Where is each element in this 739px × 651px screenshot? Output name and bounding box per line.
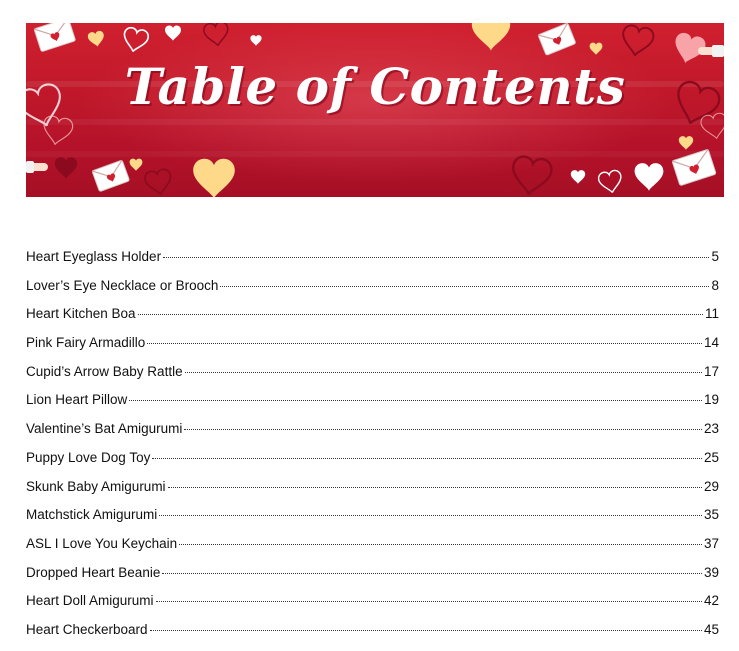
toc-entry[interactable]	[26, 278, 719, 307]
toc-entry-page-number[interactable]: 19	[703, 392, 719, 408]
toc-entry-page-number[interactable]: 14	[703, 335, 719, 351]
toc-dot-leader	[220, 286, 709, 287]
heart-icon	[203, 23, 230, 48]
toc-dot-leader	[184, 429, 702, 430]
toc-dot-leader	[179, 544, 702, 545]
envelope-icon	[672, 149, 716, 185]
toc-entry[interactable]	[26, 249, 719, 278]
heart-icon	[144, 168, 174, 197]
heart-icon	[700, 112, 724, 141]
toc-entry-page-number[interactable]: 11	[704, 306, 719, 322]
heart-icon	[679, 136, 693, 150]
toc-dot-leader	[168, 487, 702, 488]
toc-entry-page-number[interactable]: 45	[703, 621, 719, 637]
toc-dot-leader	[138, 314, 703, 315]
toc-entry-title[interactable]: Lion Heart Pillow	[26, 392, 128, 408]
table-of-contents	[26, 249, 719, 651]
toc-dot-leader	[152, 458, 702, 459]
toc-dot-leader	[147, 343, 702, 344]
toc-entry[interactable]	[26, 536, 719, 565]
toc-entry-title[interactable]: Puppy Love Dog Toy	[26, 449, 151, 465]
toc-entry-title[interactable]: Skunk Baby Amigurumi	[26, 478, 166, 494]
heart-icon	[571, 170, 585, 184]
heart-icon	[510, 155, 553, 197]
toc-entry-title[interactable]: Cupid’s Arrow Baby Rattle	[26, 363, 183, 379]
envelope-icon	[34, 23, 76, 52]
envelope-icon	[92, 160, 130, 192]
heart-icon	[193, 159, 235, 197]
heart-icon	[87, 30, 105, 48]
toc-entry-page-number[interactable]: 25	[703, 449, 719, 465]
toc-entry-page-number[interactable]: 17	[703, 363, 719, 379]
toc-entry-page-number[interactable]: 35	[703, 507, 719, 523]
heart-icon	[165, 26, 181, 41]
toc-entry[interactable]	[26, 479, 719, 508]
toc-entry[interactable]	[26, 622, 719, 651]
toc-entry-title[interactable]: Dropped Heart Beanie	[26, 564, 161, 580]
toc-entry[interactable]	[26, 565, 719, 594]
toc-entry-title[interactable]: Pink Fairy Armadillo	[26, 335, 146, 351]
toc-entry-title[interactable]: Matchstick Amigurumi	[26, 507, 158, 523]
envelope-icon	[538, 23, 576, 55]
toc-entry-title[interactable]: Heart Kitchen Boa	[26, 306, 136, 322]
heart-icon	[250, 35, 261, 46]
toc-entry-title[interactable]: ASL I Love You Keychain	[26, 535, 178, 551]
toc-entry-page-number[interactable]: 39	[703, 564, 719, 580]
toc-entry-title[interactable]: Heart Eyeglass Holder	[26, 249, 162, 264]
toc-dot-leader	[129, 400, 702, 401]
toc-entry-page-number[interactable]: 42	[703, 593, 719, 609]
toc-entry-title[interactable]: Lover’s Eye Necklace or Brooch	[26, 277, 219, 293]
hand-icon	[26, 161, 48, 173]
toc-entry-title[interactable]: Heart Checkerboard	[26, 621, 148, 637]
toc-entry-page-number[interactable]: 23	[703, 421, 719, 437]
toc-entry-page-number[interactable]: 37	[703, 535, 719, 551]
heart-icon	[472, 23, 510, 51]
page-title: Table of Contents	[124, 57, 626, 116]
toc-entry-title[interactable]: Heart Doll Amigurumi	[26, 593, 154, 609]
toc-entry-page-number[interactable]: 29	[703, 478, 719, 494]
header-banner	[26, 23, 724, 197]
toc-dot-leader	[159, 515, 702, 516]
toc-entry[interactable]	[26, 306, 719, 335]
toc-entry[interactable]	[26, 392, 719, 421]
toc-entry[interactable]	[26, 593, 719, 622]
toc-dot-leader	[185, 372, 702, 373]
toc-entry[interactable]	[26, 507, 719, 536]
toc-entry[interactable]	[26, 364, 719, 393]
toc-entry-page-number[interactable]: 8	[711, 277, 719, 293]
heart-icon	[130, 159, 143, 171]
toc-entry[interactable]	[26, 335, 719, 364]
heart-icon	[55, 157, 77, 179]
toc-dot-leader	[150, 630, 702, 631]
toc-entry-page-number[interactable]: 5	[711, 249, 719, 264]
toc-dot-leader	[156, 601, 702, 602]
heart-icon	[121, 26, 149, 54]
heart-icon	[620, 24, 655, 58]
heart-icon	[590, 43, 603, 55]
heart-icon	[598, 170, 624, 195]
heart-icon	[41, 115, 74, 147]
toc-entry[interactable]	[26, 450, 719, 479]
toc-dot-leader	[163, 257, 709, 258]
heart-icon	[635, 163, 664, 191]
toc-entry-title[interactable]: Valentine’s Bat Amigurumi	[26, 421, 183, 437]
toc-dot-leader	[162, 573, 702, 574]
toc-entry[interactable]	[26, 421, 719, 450]
